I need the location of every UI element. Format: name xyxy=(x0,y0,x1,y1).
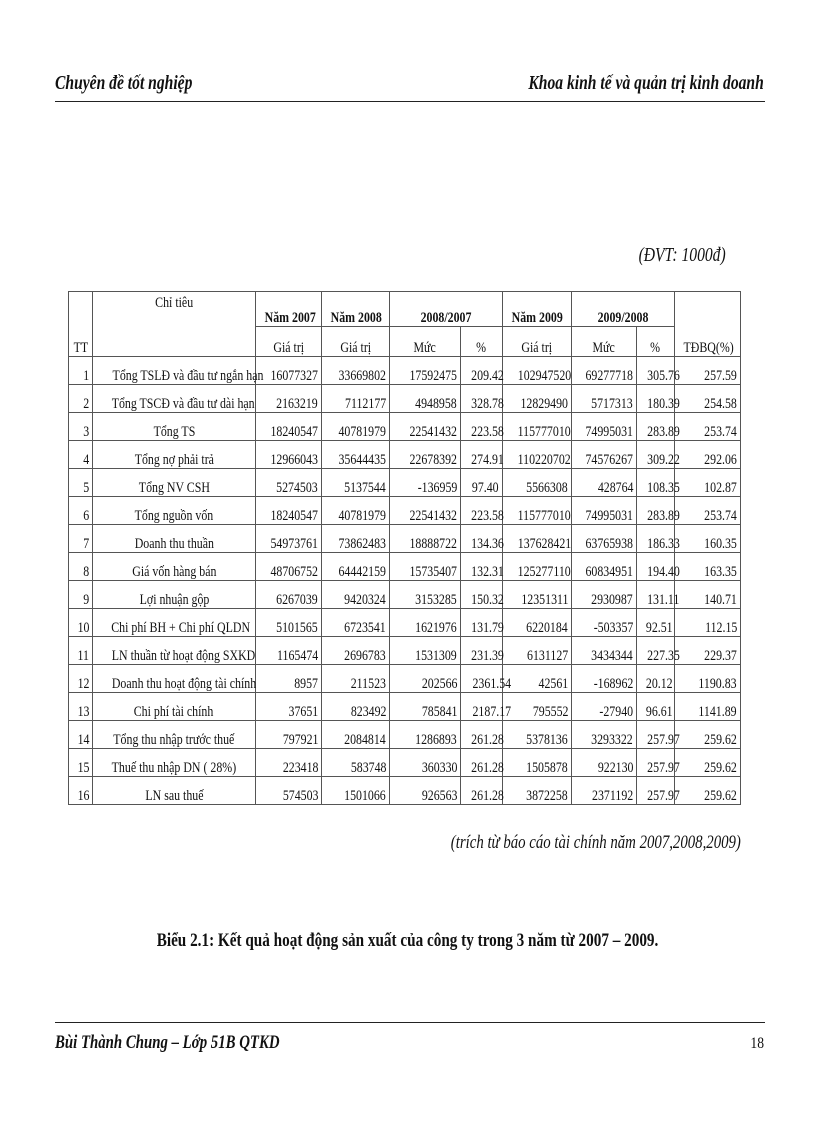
row-tt: 8 xyxy=(69,552,93,580)
sub-muc-0908: Mức xyxy=(572,326,637,356)
row-v2009: 115777010 xyxy=(503,496,572,524)
row-v2007: 1165474 xyxy=(256,636,322,664)
row-pct2: 283.89 xyxy=(637,412,675,440)
sub-gia-tri-2007: Giá trị xyxy=(256,326,322,356)
row-pct2: 227.35 xyxy=(637,636,675,664)
row-v2007: 5274503 xyxy=(256,468,322,496)
row-pct2: 20.12 xyxy=(637,664,675,692)
row-v2009: 3872258 xyxy=(503,776,572,804)
col-ss0908: 2009/2008 xyxy=(572,292,675,327)
sub-gia-tri-2009: Giá trị xyxy=(503,326,572,356)
row-muc1: 4948958 xyxy=(390,384,461,412)
row-tt: 4 xyxy=(69,440,93,468)
row-v2008: 9420324 xyxy=(322,580,390,608)
row-v2008: 583748 xyxy=(322,748,390,776)
table-row xyxy=(69,552,741,580)
row-tdbq: 1141.89 xyxy=(675,692,741,720)
row-v2008: 40781979 xyxy=(322,496,390,524)
row-name: Tổng TSLĐ và đầu tư ngắn hạn xyxy=(93,356,256,384)
row-name: Tổng NV CSH xyxy=(93,468,256,496)
table-row xyxy=(69,692,741,720)
row-muc1: 22541432 xyxy=(390,496,461,524)
row-v2009: 6131127 xyxy=(503,636,572,664)
row-v2007: 37651 xyxy=(256,692,322,720)
header-rule xyxy=(55,101,765,102)
row-v2008: 33669802 xyxy=(322,356,390,384)
row-v2008: 6723541 xyxy=(322,608,390,636)
row-name: Doanh thu thuần xyxy=(93,524,256,552)
row-tt: 3 xyxy=(69,412,93,440)
row-muc2: 74576267 xyxy=(572,440,637,468)
row-pct2: 131.11 xyxy=(637,580,675,608)
row-tt: 12 xyxy=(69,664,93,692)
row-v2009: 12351311 xyxy=(503,580,572,608)
row-pct2: 186.33 xyxy=(637,524,675,552)
row-muc2: 922130 xyxy=(572,748,637,776)
row-tt: 13 xyxy=(69,692,93,720)
row-v2009: 5378136 xyxy=(503,720,572,748)
row-v2007: 5101565 xyxy=(256,608,322,636)
row-tdbq: 259.62 xyxy=(675,776,741,804)
row-muc1: 22541432 xyxy=(390,412,461,440)
row-v2008: 211523 xyxy=(322,664,390,692)
row-name: Chi phí tài chính xyxy=(93,692,256,720)
table-row xyxy=(69,664,741,692)
table-row xyxy=(69,720,741,748)
row-muc1: 785841 xyxy=(390,692,461,720)
table-row xyxy=(69,440,741,468)
table-row xyxy=(69,524,741,552)
row-v2008: 2084814 xyxy=(322,720,390,748)
row-tdbq: 1190.83 xyxy=(675,664,741,692)
sub-gia-tri-2008: Giá trị xyxy=(322,326,390,356)
footer-rule xyxy=(55,1022,765,1023)
row-muc2: -503357 xyxy=(572,608,637,636)
row-muc1: 15735407 xyxy=(390,552,461,580)
row-v2007: 574503 xyxy=(256,776,322,804)
table-row xyxy=(69,468,741,496)
row-muc2: 74995031 xyxy=(572,412,637,440)
row-muc1: 1286893 xyxy=(390,720,461,748)
row-v2009: 1505878 xyxy=(503,748,572,776)
table-row xyxy=(69,496,741,524)
row-name: Lợi nhuận gộp xyxy=(93,580,256,608)
row-v2009: 6220184 xyxy=(503,608,572,636)
table-row xyxy=(69,580,741,608)
row-pct1: 231.39 xyxy=(461,636,503,664)
row-tt: 7 xyxy=(69,524,93,552)
row-name: Tổng TS xyxy=(93,412,256,440)
row-v2008: 2696783 xyxy=(322,636,390,664)
row-pct1: 132.31 xyxy=(461,552,503,580)
row-tt: 16 xyxy=(69,776,93,804)
row-pct2: 194.40 xyxy=(637,552,675,580)
row-tdbq: 292.06 xyxy=(675,440,741,468)
row-pct1: 328.78 xyxy=(461,384,503,412)
row-pct2: 96.61 xyxy=(637,692,675,720)
row-pct1: 274.91 xyxy=(461,440,503,468)
row-v2008: 35644435 xyxy=(322,440,390,468)
results-table xyxy=(68,291,741,805)
table-row xyxy=(69,748,741,776)
row-v2007: 16077327 xyxy=(256,356,322,384)
row-tt: 1 xyxy=(69,356,93,384)
table-row xyxy=(69,776,741,804)
row-name: Thuế thu nhập DN ( 28%) xyxy=(93,748,256,776)
sub-muc-0807: Mức xyxy=(390,326,461,356)
row-pct1: 97.40 xyxy=(461,468,503,496)
row-tdbq: 163.35 xyxy=(675,552,741,580)
col-chi-tieu: Chỉ tiêu xyxy=(93,292,256,327)
row-v2009: 102947520 xyxy=(503,356,572,384)
row-pct2: 257.97 xyxy=(637,748,675,776)
col-nam2009: Năm 2009 xyxy=(503,292,572,327)
row-v2007: 48706752 xyxy=(256,552,322,580)
page-number: 18 xyxy=(750,1035,764,1052)
table-row xyxy=(69,412,741,440)
row-name: LN sau thuế xyxy=(93,776,256,804)
row-v2008: 64442159 xyxy=(322,552,390,580)
row-name: Tổng nợ phải trả xyxy=(93,440,256,468)
row-muc2: -27940 xyxy=(572,692,637,720)
row-tt: 10 xyxy=(69,608,93,636)
row-v2007: 18240547 xyxy=(256,412,322,440)
row-v2007: 2163219 xyxy=(256,384,322,412)
row-v2009: 125277110 xyxy=(503,552,572,580)
table-row xyxy=(69,384,741,412)
header-row-2 xyxy=(69,326,741,356)
row-muc1: 1531309 xyxy=(390,636,461,664)
col-ss0807: 2008/2007 xyxy=(390,292,503,327)
row-v2009: 137628421 xyxy=(503,524,572,552)
row-muc2: 2930987 xyxy=(572,580,637,608)
row-tdbq: 102.87 xyxy=(675,468,741,496)
row-pct1: 2361.54 xyxy=(461,664,503,692)
row-tt: 2 xyxy=(69,384,93,412)
row-name: Tổng TSCĐ và đầu tư dài hạn xyxy=(93,384,256,412)
row-pct2: 92.51 xyxy=(637,608,675,636)
row-v2007: 223418 xyxy=(256,748,322,776)
row-muc1: 17592475 xyxy=(390,356,461,384)
row-muc1: 1621976 xyxy=(390,608,461,636)
row-muc2: 60834951 xyxy=(572,552,637,580)
row-v2008: 73862483 xyxy=(322,524,390,552)
table-row xyxy=(69,608,741,636)
row-name: LN thuần từ hoạt động SXKD xyxy=(93,636,256,664)
row-v2007: 54973761 xyxy=(256,524,322,552)
row-tdbq: 259.62 xyxy=(675,748,741,776)
row-muc1: 3153285 xyxy=(390,580,461,608)
row-v2009: 795552 xyxy=(503,692,572,720)
row-name: Giá vốn hàng bán xyxy=(93,552,256,580)
row-tdbq: 140.71 xyxy=(675,580,741,608)
row-muc1: 22678392 xyxy=(390,440,461,468)
row-tt: 5 xyxy=(69,468,93,496)
sub-pct-0807: % xyxy=(461,326,503,356)
row-name: Tổng nguồn vốn xyxy=(93,496,256,524)
row-pct2: 309.22 xyxy=(637,440,675,468)
row-tdbq: 253.74 xyxy=(675,412,741,440)
header-right: Khoa kinh tế và quản trị kinh doanh xyxy=(528,72,764,94)
row-tt: 6 xyxy=(69,496,93,524)
row-muc2: 428764 xyxy=(572,468,637,496)
col-tdbq: TĐBQ(%) xyxy=(675,292,741,357)
footer-author: Bùi Thành Chung – Lớp 51B QTKD xyxy=(55,1032,280,1053)
row-tdbq: 259.62 xyxy=(675,720,741,748)
row-muc2: 63765938 xyxy=(572,524,637,552)
row-v2008: 5137544 xyxy=(322,468,390,496)
unit-note: (ĐVT: 1000đ) xyxy=(638,244,726,266)
row-v2008: 40781979 xyxy=(322,412,390,440)
row-tt: 9 xyxy=(69,580,93,608)
row-muc2: 74995031 xyxy=(572,496,637,524)
row-v2009: 12829490 xyxy=(503,384,572,412)
row-tdbq: 112.15 xyxy=(675,608,741,636)
row-pct1: 223.58 xyxy=(461,496,503,524)
row-v2008: 823492 xyxy=(322,692,390,720)
row-tt: 14 xyxy=(69,720,93,748)
row-tdbq: 254.58 xyxy=(675,384,741,412)
row-pct2: 305.76 xyxy=(637,356,675,384)
col-chi-tieu-empty xyxy=(93,326,256,356)
row-pct1: 261.28 xyxy=(461,776,503,804)
row-name: Doanh thu hoạt động tài chính xyxy=(93,664,256,692)
row-pct1: 150.32 xyxy=(461,580,503,608)
table-row xyxy=(69,356,741,384)
row-v2007: 12966043 xyxy=(256,440,322,468)
row-tdbq: 160.35 xyxy=(675,524,741,552)
row-v2007: 6267039 xyxy=(256,580,322,608)
row-pct2: 108.35 xyxy=(637,468,675,496)
row-v2007: 8957 xyxy=(256,664,322,692)
row-v2009: 115777010 xyxy=(503,412,572,440)
row-tt: 15 xyxy=(69,748,93,776)
row-muc2: 2371192 xyxy=(572,776,637,804)
row-muc1: 360330 xyxy=(390,748,461,776)
row-muc1: -136959 xyxy=(390,468,461,496)
row-v2007: 797921 xyxy=(256,720,322,748)
col-nam2007: Năm 2007 xyxy=(256,292,322,327)
row-tt: 11 xyxy=(69,636,93,664)
row-v2009: 42561 xyxy=(503,664,572,692)
table-caption: Biểu 2.1: Kết quả hoạt động sản xuất của công ty trong 3 năm từ 2007 – 2009. xyxy=(157,930,659,951)
row-name: Tổng thu nhập trước thuế xyxy=(93,720,256,748)
row-pct1: 131.79 xyxy=(461,608,503,636)
row-pct1: 261.28 xyxy=(461,720,503,748)
row-name: Chi phí BH + Chi phí QLDN xyxy=(93,608,256,636)
row-v2007: 18240547 xyxy=(256,496,322,524)
table-body xyxy=(69,356,741,804)
row-tdbq: 253.74 xyxy=(675,496,741,524)
row-pct1: 2187.17 xyxy=(461,692,503,720)
row-tdbq: 229.37 xyxy=(675,636,741,664)
row-muc1: 202566 xyxy=(390,664,461,692)
row-pct1: 209.42 xyxy=(461,356,503,384)
header-row-1 xyxy=(69,292,741,327)
row-muc1: 926563 xyxy=(390,776,461,804)
row-pct2: 180.39 xyxy=(637,384,675,412)
row-muc2: 3293322 xyxy=(572,720,637,748)
row-pct1: 261.28 xyxy=(461,748,503,776)
row-v2009: 110220702 xyxy=(503,440,572,468)
row-pct2: 283.89 xyxy=(637,496,675,524)
row-v2009: 5566308 xyxy=(503,468,572,496)
row-tdbq: 257.59 xyxy=(675,356,741,384)
source-note: (trích từ báo cáo tài chính năm 2007,2008,2009) xyxy=(450,832,741,853)
row-pct1: 134.36 xyxy=(461,524,503,552)
row-muc2: 5717313 xyxy=(572,384,637,412)
sub-pct-0908: % xyxy=(637,326,675,356)
row-v2008: 7112177 xyxy=(322,384,390,412)
table-row xyxy=(69,636,741,664)
row-muc2: 3434344 xyxy=(572,636,637,664)
header-left: Chuyên đề tốt nghiệp xyxy=(55,72,193,94)
row-muc2: 69277718 xyxy=(572,356,637,384)
row-pct2: 257.97 xyxy=(637,776,675,804)
row-muc2: -168962 xyxy=(572,664,637,692)
col-tt: TT xyxy=(69,292,93,357)
row-v2008: 1501066 xyxy=(322,776,390,804)
col-nam2008: Năm 2008 xyxy=(322,292,390,327)
row-pct1: 223.58 xyxy=(461,412,503,440)
row-muc1: 18888722 xyxy=(390,524,461,552)
row-pct2: 257.97 xyxy=(637,720,675,748)
